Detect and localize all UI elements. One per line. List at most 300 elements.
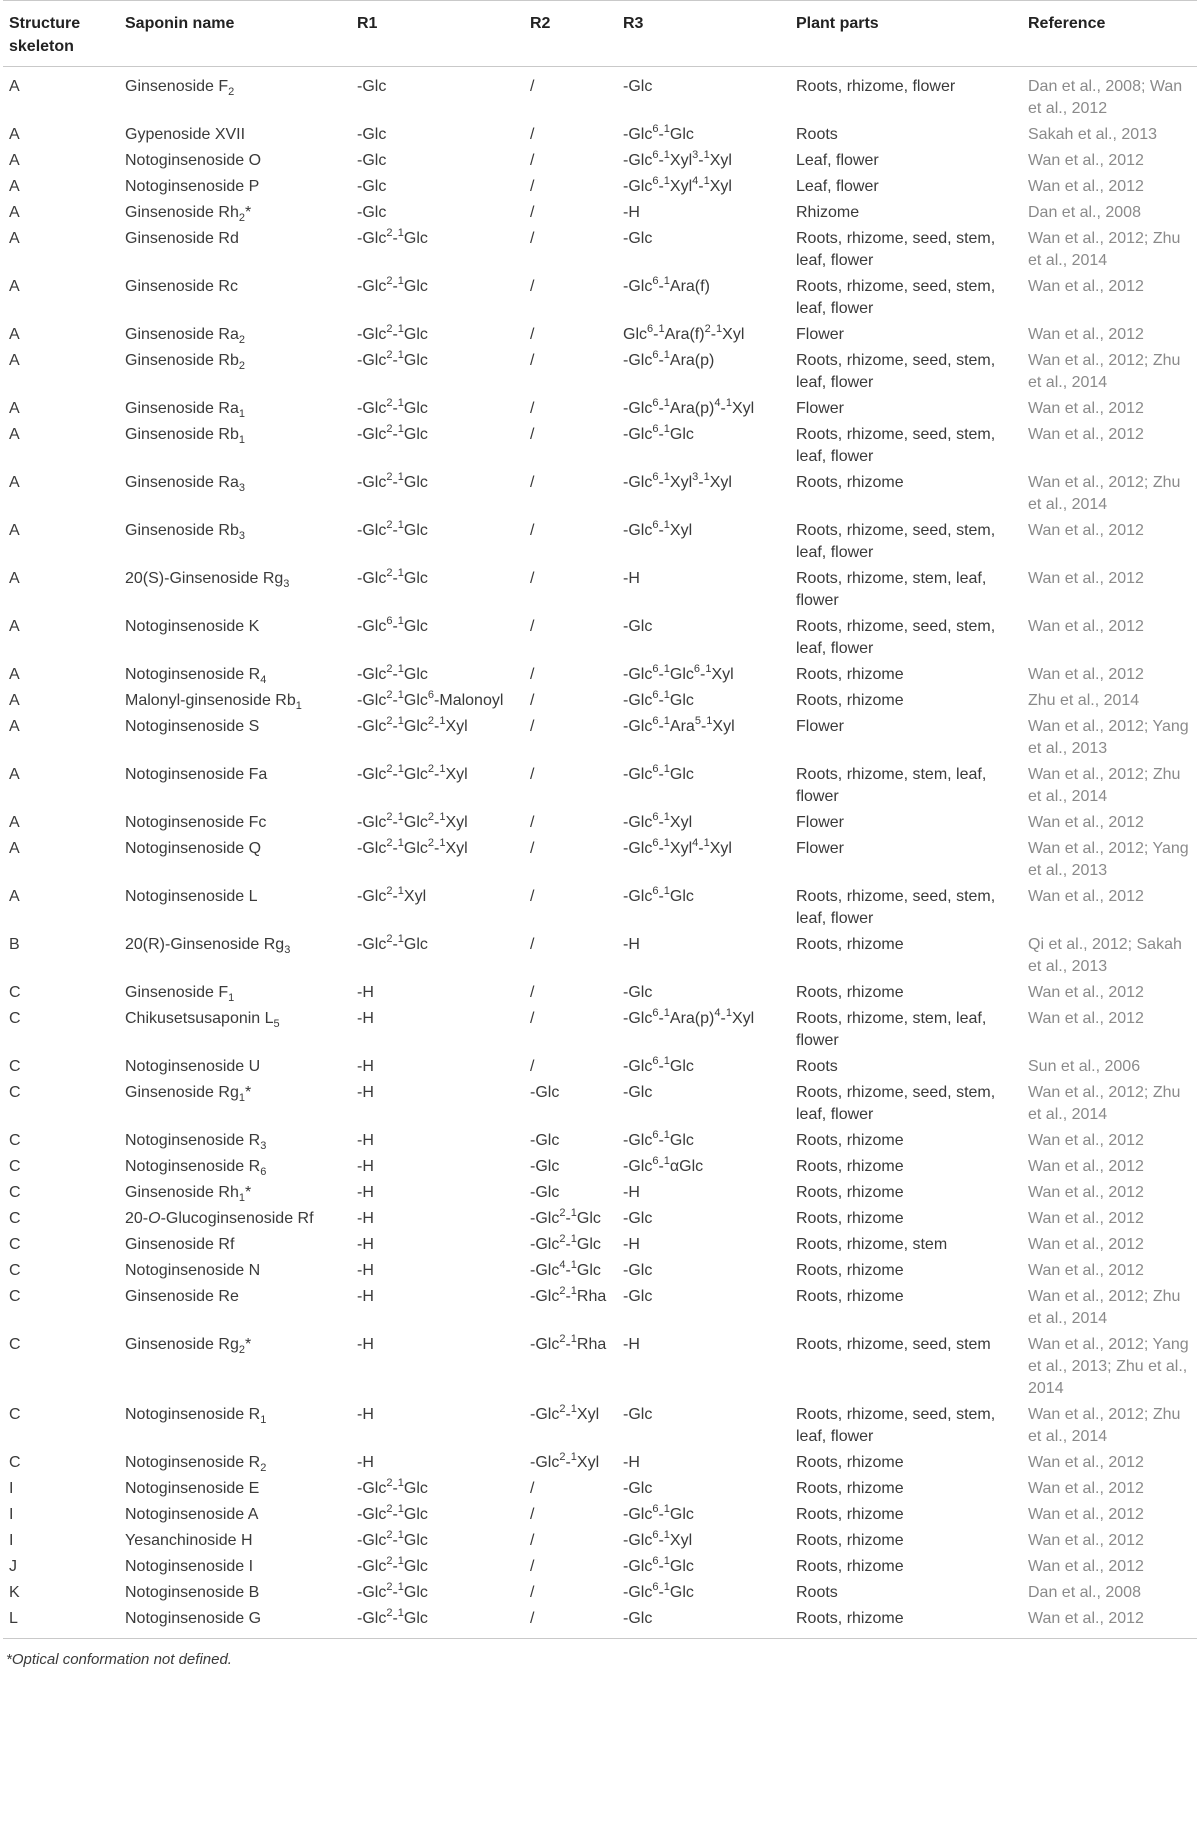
cell-r3: -H bbox=[623, 1236, 640, 1253]
cell-plant-parts: Roots, rhizome bbox=[796, 1454, 904, 1471]
cell-r1: -Glc bbox=[357, 78, 387, 95]
cell-r2: / bbox=[530, 326, 535, 343]
cell-r2: / bbox=[530, 152, 535, 169]
cell-reference: Qi et al., 2012; Sakah et al., 2013 bbox=[1028, 936, 1182, 975]
cell-reference: Wan et al., 2012; Zhu et al., 2014 bbox=[1028, 1084, 1181, 1123]
cell-plant-parts: Roots bbox=[796, 1584, 838, 1601]
cell-r1: -H bbox=[357, 1084, 374, 1101]
header-row bbox=[3, 1, 1197, 67]
cell-saponin-name: Ginsenoside Rc bbox=[125, 278, 238, 295]
cell-r3: -H bbox=[623, 1184, 640, 1201]
cell-r3: -Glc$^6$-$^1$αGlc bbox=[623, 1154, 704, 1175]
cell-reference: Wan et al., 2012 bbox=[1028, 1236, 1144, 1253]
cell-skeleton: A bbox=[9, 888, 20, 905]
cell-skeleton: B bbox=[9, 936, 20, 953]
cell-plant-parts: Roots bbox=[796, 126, 838, 143]
cell-plant-parts: Roots, rhizome bbox=[796, 1288, 904, 1305]
cell-skeleton: A bbox=[9, 126, 20, 143]
table-row bbox=[3, 518, 1197, 566]
cell-r2: / bbox=[530, 178, 535, 195]
cell-plant-parts: Roots, rhizome bbox=[796, 1132, 904, 1149]
table-row bbox=[3, 274, 1197, 322]
cell-r3: -Glc$^6$-$^1$Ara(f) bbox=[623, 274, 710, 295]
cell-r3: -H bbox=[623, 1336, 640, 1353]
table-row bbox=[3, 1580, 1197, 1606]
table-row bbox=[3, 932, 1197, 980]
cell-plant-parts: Roots, rhizome bbox=[796, 1262, 904, 1279]
cell-plant-parts: Roots, rhizome bbox=[796, 1184, 904, 1201]
cell-r3: -H bbox=[623, 570, 640, 587]
cell-saponin-name: Notoginsenoside E bbox=[125, 1480, 260, 1497]
cell-skeleton: A bbox=[9, 666, 20, 683]
table-row bbox=[3, 122, 1197, 148]
cell-skeleton: A bbox=[9, 522, 20, 539]
cell-saponin-name: Ginsenoside $Rb_2$ bbox=[125, 352, 245, 373]
cell-r3: -Glc$^6$-$^1$Glc bbox=[623, 884, 694, 905]
cell-skeleton: K bbox=[9, 1584, 20, 1601]
cell-reference: Dan et al., 2008; Wan et al., 2012 bbox=[1028, 78, 1183, 117]
cell-plant-parts: Roots, rhizome, seed, stem, leaf, flower bbox=[796, 618, 996, 657]
cell-plant-parts: Roots, rhizome, seed, stem, leaf, flower bbox=[796, 352, 996, 391]
cell-saponin-name: Ginsenoside $Rh_2*$ bbox=[125, 204, 252, 225]
cell-reference: Wan et al., 2012 bbox=[1028, 1532, 1144, 1549]
cell-r2: -Glc bbox=[530, 1132, 560, 1149]
cell-r2: / bbox=[530, 1506, 535, 1523]
cell-r2: / bbox=[530, 474, 535, 491]
cell-saponin-name: Ginsenoside $Rb_3$ bbox=[125, 522, 245, 543]
table-row bbox=[3, 1206, 1197, 1232]
cell-plant-parts: Roots, rhizome, seed, stem, leaf, flower bbox=[796, 278, 996, 317]
cell-plant-parts: Leaf, flower bbox=[796, 152, 879, 169]
cell-skeleton: C bbox=[9, 1336, 21, 1353]
cell-reference: Wan et al., 2012 bbox=[1028, 400, 1144, 417]
table-row bbox=[3, 67, 1197, 123]
cell-plant-parts: Roots, rhizome bbox=[796, 692, 904, 709]
cell-r3: -Glc$^6$-$^1$Ara$^5$-$^1$Xyl bbox=[623, 714, 735, 735]
cell-plant-parts: Roots, rhizome, flower bbox=[796, 78, 956, 95]
cell-r1: -Glc$^2$-$^1$Glc bbox=[357, 932, 428, 953]
cell-r2: / bbox=[530, 1584, 535, 1601]
cell-r1: -Glc$^2$-$^1$Glc bbox=[357, 470, 428, 491]
column-header-saponin-name: Saponin name bbox=[125, 15, 235, 32]
cell-plant-parts: Flower bbox=[796, 814, 845, 831]
cell-r1: -H bbox=[357, 1406, 374, 1423]
cell-r1: -Glc$^6$-$^1$Glc bbox=[357, 614, 428, 635]
cell-r1: -Glc bbox=[357, 152, 387, 169]
cell-r1: -H bbox=[357, 1058, 374, 1075]
cell-skeleton: L bbox=[9, 1610, 18, 1627]
cell-reference: Wan et al., 2012 bbox=[1028, 1506, 1144, 1523]
cell-plant-parts: Roots, rhizome bbox=[796, 474, 904, 491]
cell-r2: / bbox=[530, 522, 535, 539]
column-header-r2: R2 bbox=[530, 15, 551, 32]
cell-plant-parts: Flower bbox=[796, 840, 845, 857]
cell-r3: -Glc$^6$-$^1$Glc$^6$-$^1$Xyl bbox=[623, 662, 734, 683]
table-row bbox=[3, 688, 1197, 714]
table-row bbox=[3, 422, 1197, 470]
cell-reference: Wan et al., 2012; Zhu et al., 2014 bbox=[1028, 230, 1181, 269]
saponin-table bbox=[3, 0, 1197, 1639]
cell-reference: Wan et al., 2012 bbox=[1028, 178, 1144, 195]
cell-plant-parts: Roots, rhizome, seed, stem, leaf, flower bbox=[796, 1084, 996, 1123]
cell-r2: / bbox=[530, 278, 535, 295]
table-row bbox=[3, 148, 1197, 174]
cell-plant-parts: Leaf, flower bbox=[796, 178, 879, 195]
cell-reference: Sun et al., 2006 bbox=[1028, 1058, 1141, 1075]
cell-skeleton: A bbox=[9, 204, 20, 221]
column-header-r3: R3 bbox=[623, 15, 644, 32]
cell-r2: -Glc$^2$-$^1$Xyl bbox=[530, 1402, 600, 1423]
cell-r3: -Glc$^6$-$^1$Xyl bbox=[623, 1528, 693, 1549]
cell-r1: -H bbox=[357, 1288, 374, 1305]
cell-r1: -H bbox=[357, 1454, 374, 1471]
cell-r3: -Glc$^6$-$^1$Glc bbox=[623, 762, 694, 783]
cell-r1: -Glc$^2$-$^1$Glc bbox=[357, 1606, 428, 1627]
cell-r2: / bbox=[530, 352, 535, 369]
cell-r1: -Glc$^2$-$^1$Glc bbox=[357, 1502, 428, 1523]
cell-r1: -Glc$^2$-$^1$Glc bbox=[357, 322, 428, 343]
cell-reference: Wan et al., 2012; Yang et al., 2013; Zhu et al., 2014 bbox=[1028, 1336, 1189, 1397]
cell-saponin-name: Notoginsenoside A bbox=[125, 1506, 259, 1523]
cell-r3: $-Glc^6-^1Ara(p)^4-^1Xyl$ bbox=[623, 1006, 755, 1027]
cell-skeleton: C bbox=[9, 1262, 21, 1279]
cell-r1: -H bbox=[357, 1184, 374, 1201]
cell-reference: Wan et al., 2012 bbox=[1028, 1558, 1144, 1575]
cell-skeleton: A bbox=[9, 618, 20, 635]
cell-r1: -Glc$^2$-$^1$Glc bbox=[357, 518, 428, 539]
cell-skeleton: I bbox=[9, 1480, 14, 1497]
cell-saponin-name: Notoginsenoside $R_4$ bbox=[125, 666, 267, 687]
cell-r3: -Glc$^6$-$^1$Glc bbox=[623, 422, 694, 443]
cell-r1: -H bbox=[357, 984, 374, 1001]
cell-skeleton: C bbox=[9, 1010, 21, 1027]
cell-r2: / bbox=[530, 666, 535, 683]
cell-reference: Wan et al., 2012 bbox=[1028, 1454, 1144, 1471]
column-header-plant-parts: Plant parts bbox=[796, 15, 879, 32]
cell-r3: -Glc bbox=[623, 618, 653, 635]
cell-skeleton: A bbox=[9, 426, 20, 443]
cell-r1: -H bbox=[357, 1262, 374, 1279]
cell-plant-parts: Flower bbox=[796, 326, 845, 343]
column-header-r1: R1 bbox=[357, 15, 378, 32]
cell-reference: Wan et al., 2012 bbox=[1028, 814, 1144, 831]
cell-reference: Wan et al., 2012 bbox=[1028, 1132, 1144, 1149]
cell-saponin-name: 20-O-Glucoginsenoside Rf bbox=[125, 1210, 314, 1227]
cell-r3: -Glc bbox=[623, 1262, 653, 1279]
cell-saponin-name: Ginsenoside $Rh_1*$ bbox=[125, 1184, 252, 1205]
cell-reference: Wan et al., 2012 bbox=[1028, 618, 1144, 635]
table-row bbox=[3, 1450, 1197, 1476]
cell-r2: / bbox=[530, 718, 535, 735]
cell-saponin-name: Notoginsenoside $R_3$ bbox=[125, 1132, 267, 1153]
cell-saponin-name: Notoginsenoside Q bbox=[125, 840, 262, 857]
cell-r3: -Glc bbox=[623, 1288, 653, 1305]
cell-r1: -Glc$^2$-$^1$Glc bbox=[357, 348, 428, 369]
cell-r3: -H bbox=[623, 936, 640, 953]
cell-skeleton: C bbox=[9, 1236, 21, 1253]
cell-skeleton: A bbox=[9, 474, 20, 491]
cell-r2: / bbox=[530, 426, 535, 443]
cell-reference: Wan et al., 2012; Yang et al., 2013 bbox=[1028, 718, 1189, 757]
cell-saponin-name: Notoginsenoside B bbox=[125, 1584, 260, 1601]
cell-r2: / bbox=[530, 230, 535, 247]
cell-plant-parts: Roots, rhizome bbox=[796, 1610, 904, 1627]
cell-skeleton: A bbox=[9, 352, 20, 369]
cell-r1: -Glc$^2$-$^1$Glc bbox=[357, 1476, 428, 1497]
cell-skeleton: J bbox=[9, 1558, 17, 1575]
cell-reference: Wan et al., 2012 bbox=[1028, 570, 1144, 587]
cell-saponin-name: Chikusetsusaponin $L_5$ bbox=[125, 1010, 280, 1031]
cell-saponin-name: Notoginsenoside L bbox=[125, 888, 258, 905]
cell-r2: -Glc$^2$-$^1$Xyl bbox=[530, 1450, 600, 1471]
cell-r1: -Glc bbox=[357, 178, 387, 195]
cell-skeleton: A bbox=[9, 400, 20, 417]
table-row bbox=[3, 1054, 1197, 1080]
cell-r1: -H bbox=[357, 1210, 374, 1227]
cell-skeleton: C bbox=[9, 1084, 21, 1101]
cell-r1: -Glc$^2$-$^1$Glc bbox=[357, 274, 428, 295]
cell-reference: Wan et al., 2012; Zhu et al., 2014 bbox=[1028, 1406, 1181, 1445]
table-row bbox=[3, 1606, 1197, 1639]
cell-plant-parts: Roots, rhizome, seed, stem, leaf, flower bbox=[796, 1406, 996, 1445]
cell-r2: / bbox=[530, 888, 535, 905]
cell-plant-parts: Roots, rhizome, seed, stem, leaf, flower bbox=[796, 426, 996, 465]
cell-reference: Sakah et al., 2013 bbox=[1028, 126, 1157, 143]
table-row bbox=[3, 762, 1197, 810]
cell-plant-parts: Roots, rhizome bbox=[796, 1558, 904, 1575]
table-header bbox=[3, 1, 1197, 67]
table-row bbox=[3, 836, 1197, 884]
cell-r3: -Glc$^6$-$^1$Glc bbox=[623, 1580, 694, 1601]
cell-r2: / bbox=[530, 1610, 535, 1627]
cell-plant-parts: Roots, rhizome bbox=[796, 666, 904, 683]
cell-reference: Zhu et al., 2014 bbox=[1028, 692, 1140, 709]
cell-skeleton: A bbox=[9, 178, 20, 195]
cell-r2: / bbox=[530, 1558, 535, 1575]
cell-skeleton: C bbox=[9, 1406, 21, 1423]
cell-saponin-name: Notoginsenoside P bbox=[125, 178, 260, 195]
cell-r1: -H bbox=[357, 1132, 374, 1149]
cell-r2: -Glc bbox=[530, 1184, 560, 1201]
cell-plant-parts: Rhizome bbox=[796, 204, 860, 221]
cell-plant-parts: Roots, rhizome, seed, stem bbox=[796, 1336, 991, 1353]
cell-r3: -Glc$^6$-$^1$Glc bbox=[623, 1054, 694, 1075]
cell-plant-parts: Roots, rhizome bbox=[796, 1480, 904, 1497]
cell-r3: -Glc$^6$-$^1$Xyl$^4$-$^1$Xyl bbox=[623, 174, 732, 195]
cell-plant-parts: Roots, rhizome bbox=[796, 1506, 904, 1523]
cell-saponin-name: Notoginsenoside K bbox=[125, 618, 260, 635]
cell-r3: -Glc$^6$-$^1$Glc bbox=[623, 1554, 694, 1575]
cell-r2: / bbox=[530, 1010, 535, 1027]
table-row bbox=[3, 714, 1197, 762]
cell-r1: -Glc$^2$-$^1$Glc bbox=[357, 422, 428, 443]
cell-saponin-name: Ginsenoside $Ra_2$ bbox=[125, 326, 245, 347]
cell-r3: -Glc bbox=[623, 230, 653, 247]
cell-r3: -Glc bbox=[623, 78, 653, 95]
table-row bbox=[3, 1232, 1197, 1258]
cell-r2: / bbox=[530, 78, 535, 95]
cell-reference: Wan et al., 2012 bbox=[1028, 1158, 1144, 1175]
cell-r2: / bbox=[530, 1480, 535, 1497]
cell-saponin-name: Yesanchinoside H bbox=[125, 1532, 253, 1549]
cell-r3: $Glc^6-^1Ara(f)^2-^1Xyl$ bbox=[623, 322, 745, 343]
table-row bbox=[3, 1006, 1197, 1054]
cell-r2: -Glc$^2$-$^1$Glc bbox=[530, 1206, 601, 1227]
cell-reference: Wan et al., 2012; Zhu et al., 2014 bbox=[1028, 1288, 1181, 1327]
cell-skeleton: C bbox=[9, 1288, 21, 1305]
cell-r3: -Glc$^6$-$^1$Xyl$^4$-$^1$Xyl bbox=[623, 836, 732, 857]
cell-r3: $-Glc^6-^1Ara(p)^4-^1Xyl$ bbox=[623, 396, 755, 417]
table-row bbox=[3, 470, 1197, 518]
cell-r1: -Glc bbox=[357, 126, 387, 143]
cell-saponin-name: Ginsenoside Re bbox=[125, 1288, 239, 1305]
cell-skeleton: A bbox=[9, 766, 20, 783]
cell-r3: -H bbox=[623, 204, 640, 221]
cell-saponin-name: Notoginsenoside $R_2$ bbox=[125, 1454, 267, 1475]
table-row bbox=[3, 1502, 1197, 1528]
cell-r2: -Glc$^2$-$^1$Glc bbox=[530, 1232, 601, 1253]
cell-r2: / bbox=[530, 204, 535, 221]
cell-r3: -Glc bbox=[623, 984, 653, 1001]
cell-r2: / bbox=[530, 570, 535, 587]
cell-saponin-name: Gypenoside XVII bbox=[125, 126, 246, 143]
cell-plant-parts: Roots, rhizome bbox=[796, 936, 904, 953]
table-row bbox=[3, 226, 1197, 274]
cell-plant-parts: Roots, rhizome, stem bbox=[796, 1236, 948, 1253]
table-row bbox=[3, 614, 1197, 662]
cell-r3: -Glc$^6$-$^1$Xyl$^3$-$^1$Xyl bbox=[623, 148, 732, 169]
cell-saponin-name: Notoginsenoside I bbox=[125, 1558, 254, 1575]
cell-skeleton: A bbox=[9, 814, 20, 831]
cell-reference: Wan et al., 2012 bbox=[1028, 326, 1144, 343]
cell-r1: -Glc$^2$-$^1$Glc bbox=[357, 1580, 428, 1601]
table-row bbox=[3, 1402, 1197, 1450]
cell-r1: -Glc$^2$-$^1$Glc$^2$-$^1$Xyl bbox=[357, 714, 468, 735]
cell-r1: -Glc bbox=[357, 204, 387, 221]
cell-saponin-name: Notoginsenoside U bbox=[125, 1058, 261, 1075]
cell-r3: -Glc$^6$-$^1$Glc bbox=[623, 688, 694, 709]
cell-plant-parts: Roots, rhizome, stem, leaf, flower bbox=[796, 766, 987, 805]
cell-skeleton: A bbox=[9, 152, 20, 169]
cell-r2: -Glc$^2$-$^1$Rha bbox=[530, 1284, 607, 1305]
cell-r3: -Glc bbox=[623, 1406, 653, 1423]
cell-saponin-name: Malonyl-ginsenoside $Rb_1$ bbox=[125, 692, 302, 713]
cell-saponin-name: 20(R)-Ginsenoside $Rg_3$ bbox=[125, 936, 291, 957]
cell-r2: / bbox=[530, 984, 535, 1001]
cell-saponin-name: Notoginsenoside S bbox=[125, 718, 260, 735]
cell-r3: -Glc$^6$-$^1$Xyl bbox=[623, 810, 693, 831]
cell-reference: Wan et al., 2012; Zhu et al., 2014 bbox=[1028, 474, 1181, 513]
cell-r2: / bbox=[530, 126, 535, 143]
cell-plant-parts: Roots, rhizome, seed, stem, leaf, flower bbox=[796, 522, 996, 561]
cell-r2: -Glc bbox=[530, 1158, 560, 1175]
cell-r1: -Glc$^2$-$^1$Glc bbox=[357, 662, 428, 683]
table-row bbox=[3, 322, 1197, 348]
cell-r2: / bbox=[530, 618, 535, 635]
cell-reference: Wan et al., 2012 bbox=[1028, 426, 1144, 443]
cell-saponin-name: Ginsenoside Rf bbox=[125, 1236, 235, 1253]
cell-r1: -H bbox=[357, 1010, 374, 1027]
cell-r2: / bbox=[530, 692, 535, 709]
cell-saponin-name: Notoginsenoside Fc bbox=[125, 814, 267, 831]
cell-reference: Wan et al., 2012 bbox=[1028, 1262, 1144, 1279]
cell-skeleton: C bbox=[9, 1210, 21, 1227]
cell-r3: -Glc$^6$-$^1$Glc bbox=[623, 1128, 694, 1149]
cell-skeleton: A bbox=[9, 230, 20, 247]
cell-reference: Wan et al., 2012 bbox=[1028, 888, 1144, 905]
cell-skeleton: I bbox=[9, 1506, 14, 1523]
cell-reference: Wan et al., 2012; Yang et al., 2013 bbox=[1028, 840, 1189, 879]
cell-reference: Wan et al., 2012 bbox=[1028, 1610, 1144, 1627]
cell-r1: -Glc$^2$-$^1$Glc$^2$-$^1$Xyl bbox=[357, 836, 468, 857]
cell-reference: Wan et al., 2012 bbox=[1028, 1184, 1144, 1201]
cell-skeleton: A bbox=[9, 692, 20, 709]
cell-skeleton: A bbox=[9, 78, 20, 95]
table-row bbox=[3, 1180, 1197, 1206]
column-header-skeleton: Structure skeleton bbox=[9, 15, 81, 55]
table-footnote: *Optical conformation not defined. bbox=[6, 1651, 232, 1668]
cell-skeleton: A bbox=[9, 278, 20, 295]
table-row bbox=[3, 810, 1197, 836]
cell-plant-parts: Roots bbox=[796, 1058, 838, 1075]
cell-r2: / bbox=[530, 840, 535, 857]
cell-plant-parts: Roots, rhizome bbox=[796, 1210, 904, 1227]
table-row bbox=[3, 348, 1197, 396]
cell-reference: Wan et al., 2012 bbox=[1028, 278, 1144, 295]
cell-r1: -Glc$^2$-$^1$Glc bbox=[357, 226, 428, 247]
cell-reference: Wan et al., 2012 bbox=[1028, 984, 1144, 1001]
cell-reference: Wan et al., 2012 bbox=[1028, 1010, 1144, 1027]
cell-reference: Wan et al., 2012; Zhu et al., 2014 bbox=[1028, 766, 1181, 805]
cell-saponin-name: Ginsenoside $Rg_2*$ bbox=[125, 1336, 252, 1357]
cell-r1: -Glc$^2$-$^1$Glc$^2$-$^1$Xyl bbox=[357, 810, 468, 831]
table-row bbox=[3, 200, 1197, 226]
cell-saponin-name: Ginsenoside $Ra_1$ bbox=[125, 400, 245, 421]
cell-r3: -Glc bbox=[623, 1210, 653, 1227]
cell-saponin-name: Notoginsenoside $R_1$ bbox=[125, 1406, 267, 1427]
cell-saponin-name: Ginsenoside $F_1$ bbox=[125, 984, 235, 1005]
cell-skeleton: A bbox=[9, 326, 20, 343]
cell-reference: Wan et al., 2012 bbox=[1028, 1480, 1144, 1497]
table-row bbox=[3, 1332, 1197, 1402]
cell-r2: -Glc$^2$-$^1$Rha bbox=[530, 1332, 607, 1353]
cell-r3: -Glc$^6$-$^1$Xyl$^3$-$^1$Xyl bbox=[623, 470, 732, 491]
table-row bbox=[3, 1128, 1197, 1154]
cell-skeleton: C bbox=[9, 1184, 21, 1201]
cell-reference: Wan et al., 2012 bbox=[1028, 1210, 1144, 1227]
table-row bbox=[3, 174, 1197, 200]
cell-saponin-name: 20(S)-Ginsenoside $Rg_3$ bbox=[125, 570, 290, 591]
table-row bbox=[3, 1476, 1197, 1502]
cell-saponin-name: Notoginsenoside $R_6$ bbox=[125, 1158, 267, 1179]
cell-plant-parts: Roots, rhizome bbox=[796, 1158, 904, 1175]
cell-r2: -Glc bbox=[530, 1084, 560, 1101]
table-row bbox=[3, 396, 1197, 422]
cell-r1: -Glc$^2$-$^1$Glc bbox=[357, 1528, 428, 1549]
cell-r3: -Glc$^6$-$^1$Glc bbox=[623, 122, 694, 143]
cell-saponin-name: Notoginsenoside O bbox=[125, 152, 262, 169]
table-body bbox=[3, 67, 1197, 1639]
cell-r3: -H bbox=[623, 1454, 640, 1471]
cell-plant-parts: Flower bbox=[796, 718, 845, 735]
cell-skeleton: C bbox=[9, 1058, 21, 1075]
cell-r3: -Glc bbox=[623, 1480, 653, 1497]
cell-plant-parts: Roots, rhizome, seed, stem, leaf, flower bbox=[796, 888, 996, 927]
cell-reference: Dan et al., 2008 bbox=[1028, 204, 1141, 221]
cell-r1: -H bbox=[357, 1158, 374, 1175]
cell-skeleton: C bbox=[9, 1454, 21, 1471]
cell-saponin-name: Notoginsenoside G bbox=[125, 1610, 262, 1627]
